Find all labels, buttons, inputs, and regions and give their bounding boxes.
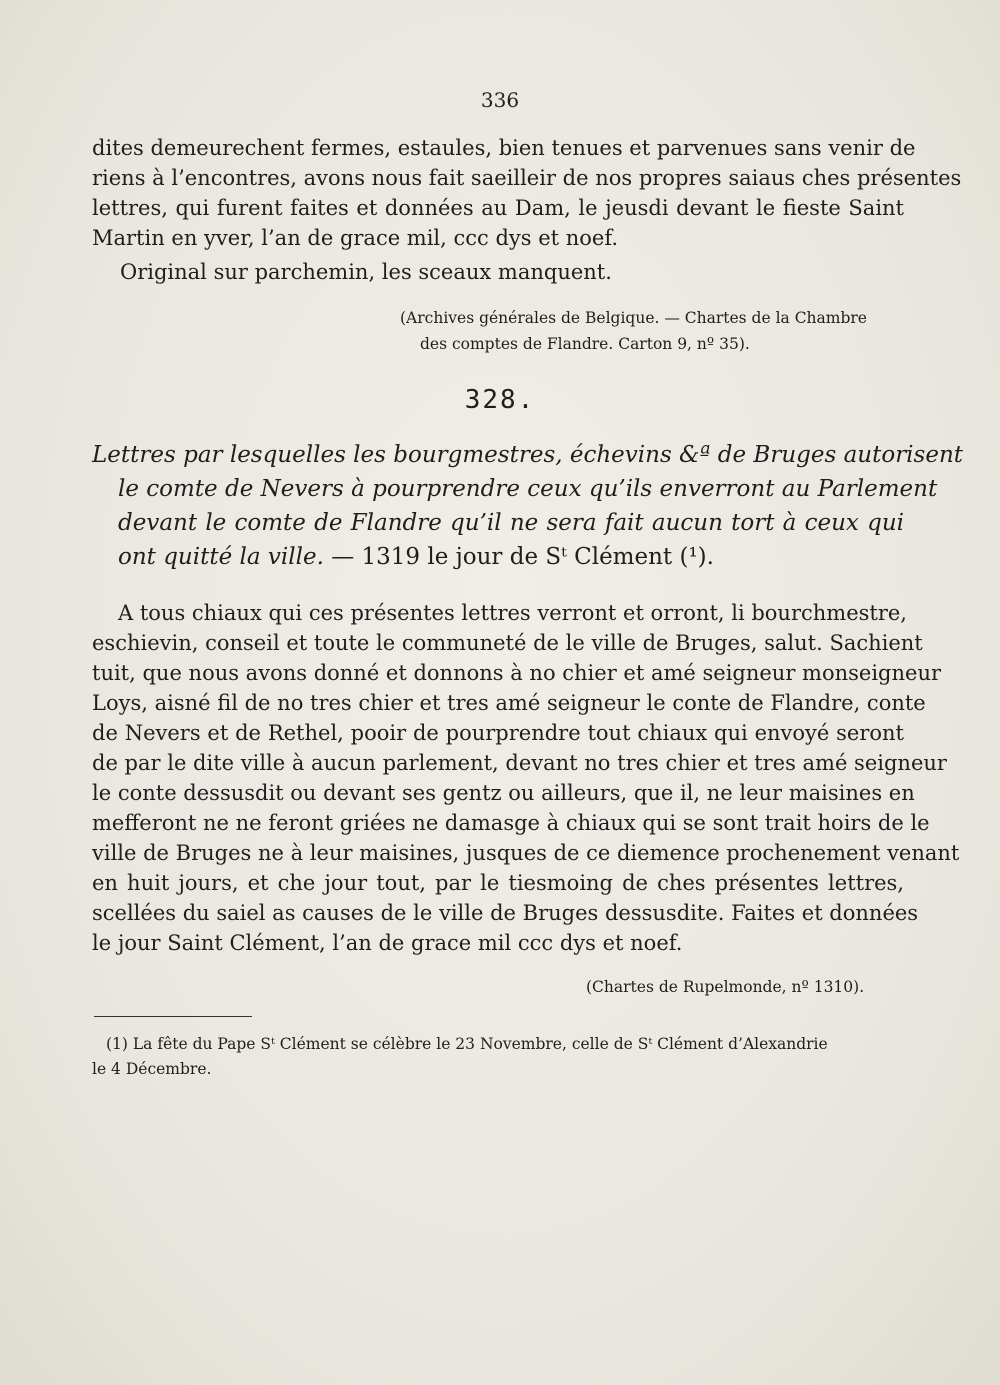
text-line: riens à l’encontres, avons nous fait saeilleir de nos propres saiaus ches présentes: [92, 166, 962, 190]
text-line: en huit jours, et che jour tout, par le tiesmoing de ches présentes lettres,: [92, 871, 904, 895]
document-number: 328.: [464, 385, 536, 415]
text-line: de par le dite ville à aucun parlement, devant no tres chier et tres amé seigneur: [92, 751, 947, 775]
text-line: A tous chiaux qui ces présentes lettres verront et orront, li bourchmestre,: [118, 601, 907, 625]
footnote-line: (1) La fête du Pape Sᵗ Clément se célèbre le 23 Novembre, celle de Sᵗ Clément d’Alexandrie: [106, 1035, 828, 1053]
text-line: eschievin, conseil et toute le communeté de le ville de Bruges, salut. Sachient: [92, 631, 923, 655]
text-line: le conte dessusdit ou devant ses gentz ou ailleurs, que il, ne leur maisines en: [92, 781, 915, 805]
title-line: le comte de Nevers à pourprendre ceux qu’ils enverront au Parlement: [118, 476, 938, 502]
charter-text: [92, 598, 960, 958]
paragraph-continuation: [92, 133, 962, 253]
text-line: Martin en yver, l’an de grace mil, ccc dys et noef.: [92, 226, 619, 250]
title-date: — 1319 le jour de Sᵗ Clément (¹).: [331, 544, 714, 570]
title-italic: ont quitté la ville.: [118, 544, 324, 570]
source-citation-line: des comptes de Flandre. Carton 9, nº 35).: [420, 335, 750, 353]
text-line: scellées du saiel as causes de le ville de Bruges dessusdite. Faites et données: [92, 901, 919, 925]
footnote: [92, 1032, 898, 1082]
original-note: Original sur parchemin, les sceaux manquent.: [120, 260, 612, 284]
source-citation: [400, 305, 890, 357]
footnote-line: le 4 Décembre.: [92, 1060, 212, 1078]
text-line: ville de Bruges ne à leur maisines, jusques de ce diemence prochenement venant: [92, 841, 960, 865]
document-title: [92, 438, 964, 574]
text-line: Loys, aisné fil de no tres chier et tres amé seigneur le conte de Flandre, conte: [92, 691, 926, 715]
source-citation-2: (Chartes de Rupelmonde, nº 1310).: [586, 978, 865, 996]
title-line: [92, 540, 904, 574]
footnote-divider: [94, 1016, 252, 1017]
text-line: de Nevers et de Rethel, pooir de pourprendre tout chiaux qui envoyé seront: [92, 721, 904, 745]
title-line: devant le comte de Flandre qu’il ne sera fait aucun tort à ceux qui: [118, 510, 904, 536]
page-number: 336: [480, 88, 520, 112]
text-line: dites demeurechent fermes, estaules, bien tenues et parvenues sans venir de: [92, 136, 916, 160]
text-line: le jour Saint Clément, l’an de grace mil ccc dys et noef.: [92, 931, 683, 955]
text-line: tuit, que nous avons donné et donnons à no chier et amé seigneur monseigneur: [92, 661, 942, 685]
source-citation-line: (Archives générales de Belgique. — Chartes de la Chambre: [400, 309, 867, 327]
text-line: mefferont ne ne feront griées ne damasge à chiaux qui se sont trait hoirs de le: [92, 811, 930, 835]
title-line: Lettres par lesquelles les bourgmestres, échevins &ª de Bruges autorisent: [92, 442, 964, 468]
text-line: lettres, qui furent faites et données au Dam, le jeusdi devant le fieste Saint: [92, 196, 904, 220]
